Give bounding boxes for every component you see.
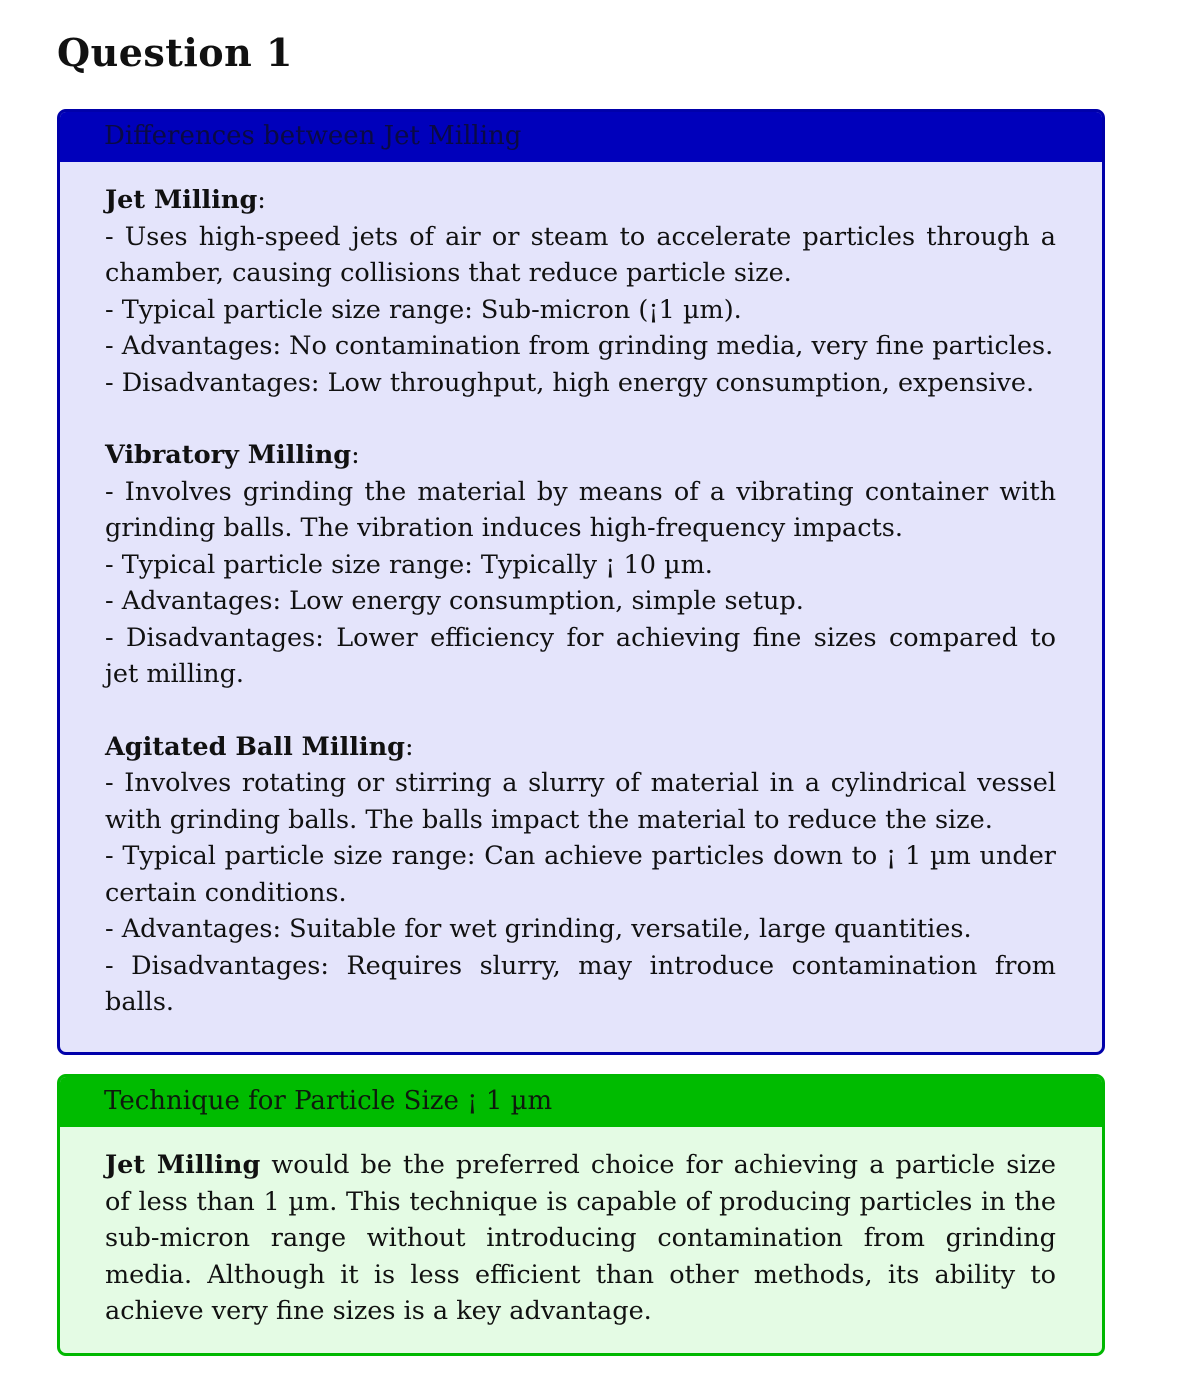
section-line: - Uses high-speed jets of air or steam to accelerate particles through a chamber, causing collisions that reduce particle size. — [105, 221, 1056, 288]
agitated-ball-milling-section — [105, 729, 1056, 1021]
section-line: - Disadvantages: Low throughput, high energy consumption, expensive. — [105, 367, 1035, 398]
technique-box — [57, 1074, 1105, 1356]
section-line: - Involves grinding the material by means of a vibrating container with grinding balls. The vibration induces high-frequency impacts. — [105, 476, 1056, 543]
section-line: - Advantages: Suitable for wet grinding, versatile, large quantities. — [105, 914, 972, 944]
section-title: Jet Milling — [105, 185, 258, 215]
section-line: - Disadvantages: Lower efficiency for achieving fine sizes compared to jet milling. — [105, 622, 1056, 689]
section-line: - Advantages: No contamination from grinding media, very fine particles. — [105, 331, 1054, 361]
section-line: - Advantages: Low energy consumption, simple setup. — [105, 586, 804, 616]
vibratory-milling-section — [105, 437, 1056, 693]
differences-box — [57, 109, 1105, 1055]
jet-milling-section — [105, 182, 1056, 401]
technique-bold-lead: Jet Milling — [105, 1150, 261, 1180]
technique-box-body — [60, 1127, 1102, 1330]
differences-box-body — [60, 162, 1102, 1021]
section-line: - Typical particle size range: Sub-micron (¡1 µm). — [105, 294, 742, 325]
section-title: Vibratory Milling — [105, 440, 352, 470]
page-title: Question 1 — [57, 30, 293, 75]
section-title: Agitated Ball Milling — [105, 731, 405, 762]
section-line: - Typical particle size range: Typically ¡ 10 µm. — [105, 549, 713, 580]
differences-box-header: Differences between Jet Milling — [60, 112, 1102, 162]
section-line: - Typical particle size range: Can achieve particles down to ¡ 1 µm under certain conditions. — [105, 841, 1056, 908]
section-title-colon: : — [405, 731, 414, 762]
technique-box-header: Technique for Particle Size ¡ 1 µm — [60, 1077, 1102, 1127]
section-line: - Disadvantages: Requires slurry, may introduce contamination from balls. — [105, 950, 1056, 1017]
technique-text: would be the preferred choice for achieving a particle size of less than 1 µm. This technique is capable of producing particles in the sub-micron range without introducing contamination from grinding media. Although it is less efficient than other methods, its ability to achieve very fine sizes is a key advantage. — [105, 1150, 1056, 1326]
section-title-colon: : — [257, 185, 266, 215]
section-line: - Involves rotating or stirring a slurry of material in a cylindrical vessel with grinding balls. The balls impact the material to reduce the size. — [105, 768, 1056, 835]
section-title-colon: : — [351, 440, 360, 470]
